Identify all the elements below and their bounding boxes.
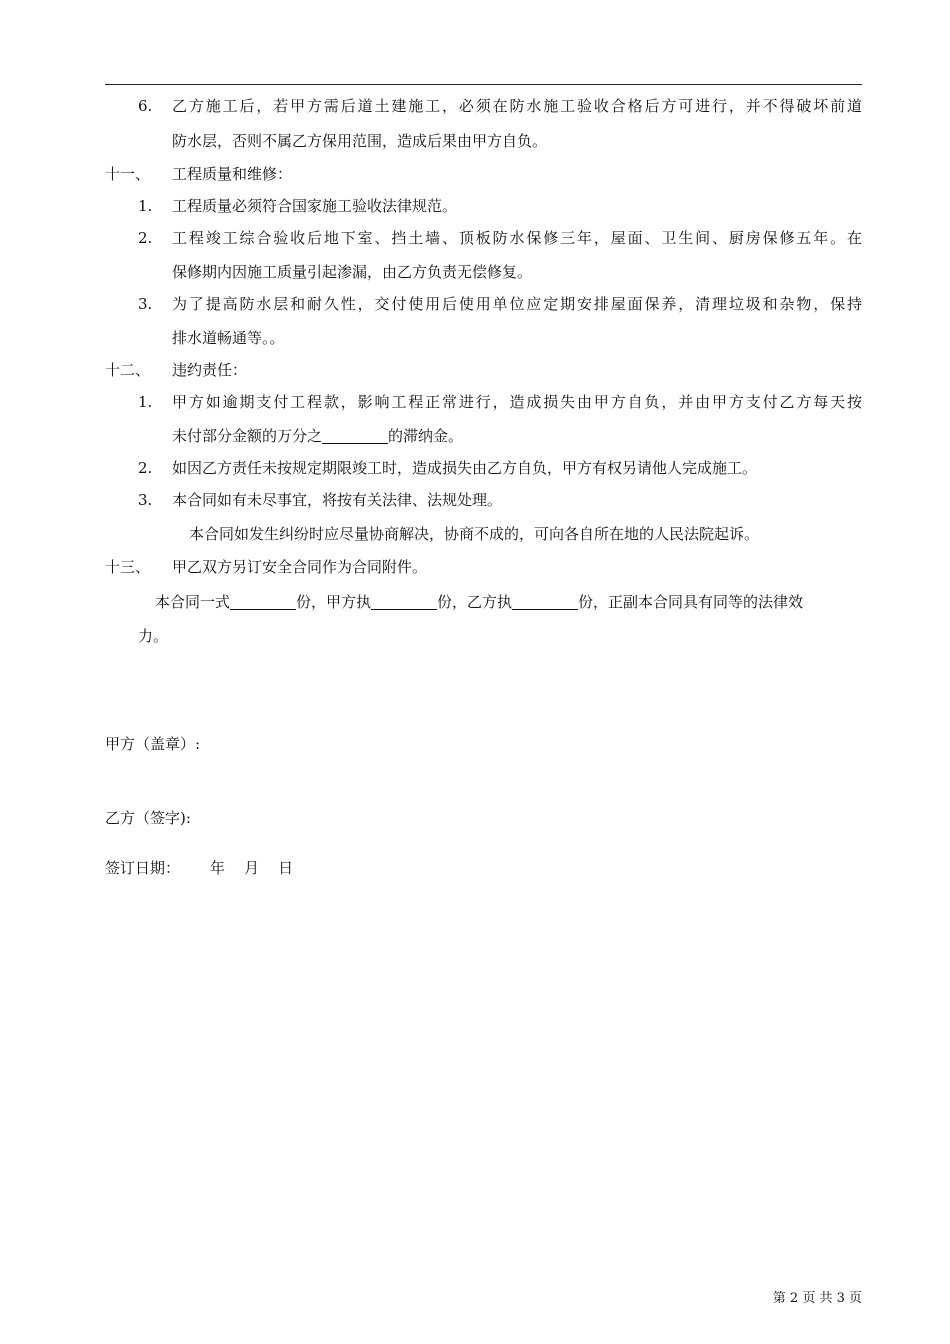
- section-12-item-2: 如因乙方责任未按规定期限竣工时，造成损失由乙方自负，甲方有权另请他人完成施工。: [172, 459, 758, 477]
- item-number: 1.: [138, 197, 153, 215]
- item-number: 2.: [138, 229, 153, 247]
- section-11-item-1: 工程质量必须符合国家施工验收法律规范。: [172, 197, 458, 215]
- late-fee-text-b: 的滞纳金。: [388, 427, 464, 445]
- section-11-number: 十一、: [105, 165, 151, 183]
- section-11-item-3-line-2: 排水道畅通等。。: [172, 329, 285, 347]
- copies-text-c: 份，乙方执: [437, 593, 513, 611]
- party-b-signature-label: 乙方（签字):: [105, 809, 191, 827]
- section-13-title: 甲乙双方另订安全合同作为合同附件。: [172, 558, 428, 576]
- item-number: 3.: [138, 295, 153, 313]
- copies-party-a-blank: [371, 593, 437, 610]
- section-12-item-1-line-2: [172, 426, 463, 446]
- item-number: 3.: [138, 491, 153, 509]
- copies-clause-line-1: [155, 592, 803, 612]
- item-number: 6.: [138, 97, 153, 115]
- copies-text-b: 份，甲方执: [296, 593, 372, 611]
- page-number: 第 2 页 共 3 页: [772, 1291, 862, 1306]
- section-11-item-3-line-1: 为了提高防水层和耐久性，交付使用后使用单位应定期安排屋面保养，清理垃圾和杂物，保持: [172, 295, 862, 313]
- signing-date-fields: 年 月 日: [210, 859, 294, 877]
- copies-total-blank: [230, 593, 296, 610]
- section-12-number: 十二、: [105, 361, 151, 379]
- late-fee-blank: [322, 427, 388, 444]
- section-12-title: 违约责任：: [172, 361, 248, 379]
- section-12-item-3: 本合同如有未尽事宜，将按有关法律、法规处理。: [172, 491, 503, 509]
- item-number: 2.: [138, 459, 153, 477]
- item-number: 1.: [138, 393, 153, 411]
- signing-date-label: 签订日期：: [105, 859, 181, 877]
- copies-text-d: 份，正副本合同具有同等的法律效: [578, 593, 804, 611]
- section-11-item-2-line-2: 保修期内因施工质量引起渗漏，由乙方负责无偿修复。: [172, 263, 533, 281]
- dispute-clause: 本合同如发生纠纷时应尽量协商解决，协商不成的，可向各自所在地的人民法院起诉。: [189, 525, 760, 543]
- item-6-line-1: 乙方施工后，若甲方需后道土建施工，必须在防水施工验收合格后方可进行，并不得破坏前道: [172, 97, 862, 115]
- party-a-seal-label: 甲方（盖章）:: [105, 735, 201, 753]
- section-11-title: 工程质量和维修：: [172, 165, 293, 183]
- section-12-item-1-line-1: 甲方如逾期支付工程款，影响工程正常进行，造成损失由甲方自负，并由甲方支付乙方每天按: [172, 393, 862, 411]
- copies-clause-line-2: 力。: [138, 627, 169, 645]
- late-fee-text-a: 未付部分金额的万分之: [172, 427, 323, 445]
- item-6-line-2: 防水层，否则不属乙方保用范围，造成后果由甲方自负。: [172, 132, 548, 150]
- section-11-item-2-line-1: 工程竣工综合验收后地下室、挡土墙、顶板防水保修三年，屋面、卫生间、厨房保修五年。在: [172, 229, 862, 247]
- section-13-number: 十三、: [105, 558, 151, 576]
- copies-party-b-blank: [512, 593, 578, 610]
- copies-text-a: 本合同一式: [155, 593, 231, 611]
- header-rule: [105, 84, 862, 85]
